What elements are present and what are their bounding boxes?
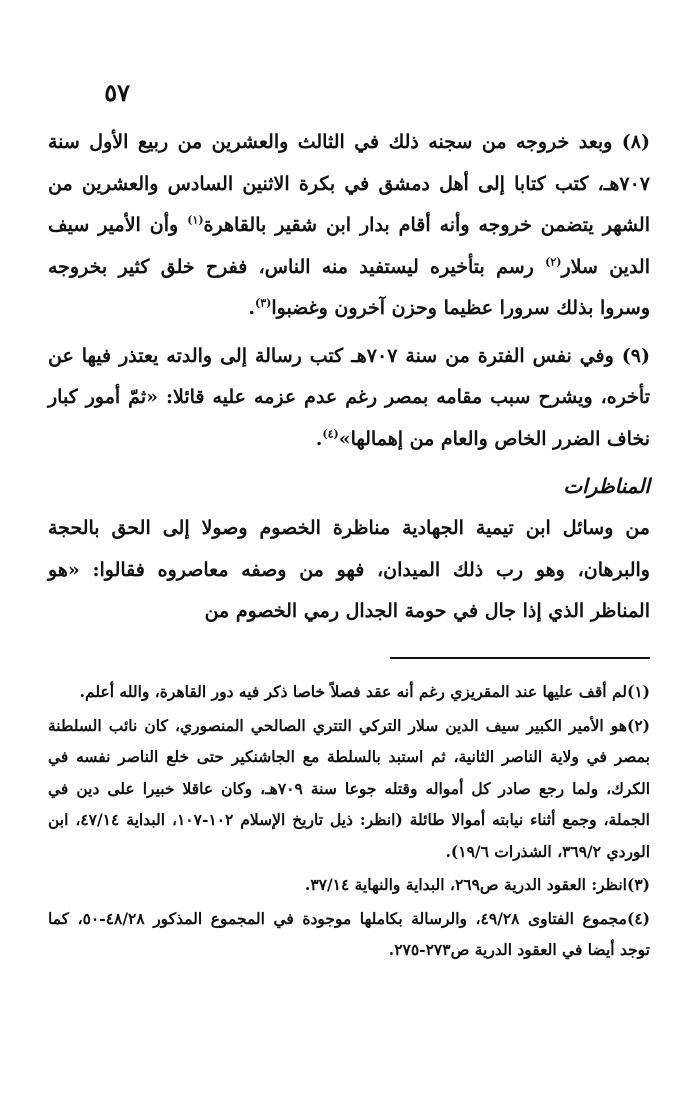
main-text [48,122,650,639]
footnote-ref-1: (١) [187,213,204,227]
paragraph-10: من وسائل ابن تيمية الجهادية مناظرة الخصوم وصولا إلى الحق بالحجة والبرهان، وهو رب ذلك الميدان، فهو من وصفه معاصروه فقالوا: «هو المناظر الذي إذا جال في حومة الجدال رمي الخصوم من [48,517,650,622]
section-heading: المناظرات [563,474,650,498]
paragraph-8-text-3: رسم بتأخيره ليستفيد منه الناس، ففرح خلق كثير بخروجه وسروا بذلك سرورا عظيما وحزن آخرون وغضبوا [48,255,650,319]
paragraph-9 [48,336,650,461]
paragraph-9-end: . [315,427,323,450]
footnote-4: (٤)مجموع الفتاوى ٤٩/٢٨، والرسالة بكاملها موجودة في المجموع المذكور ٤٨/٢٨-٥٠، كما توجد أيضا في العقود الدرية ص٢٧٣-٢٧٥. [48,908,650,959]
footnote-ref-3: (٣) [254,296,272,310]
paragraph-9-text: (٩) وفي نفس الفترة من سنة ٧٠٧هـ كتب رسالة إلى والدته يعتذر فيها عن تأخره، ويشرح سبب مقامه بمصر رغم عدم عزمه عليه قائلا: «ثمّ أمور كبار نخاف الضرر الخاص والعام من إهمالها» [48,344,650,450]
paragraph-8-end: . [248,297,255,319]
footnote-ref-4: (٤) [322,427,339,441]
footnote-ref-2: (٢) [545,255,562,269]
page-number: ٥٧ [104,78,130,107]
footnote-2: (٢)هو الأمير الكبير سيف الدين سلار التركي التتري الصالحي المنصوري، كان نائب السلطنة بمصر في ولاية الناصر الثانية، ثم استبد بالسلطة مع الجاشنكير حتى خلع الناصر نفسه في الكرك، ولما رجع صادر كل أمواله وقتله جوعا سنة ٧٠٩هـ، وكان عاقلا خبيرا على دين في الجملة، وجمع أثناء نيابته أموالا طائلة (انظر: ذيل تاريخ الإسلام ١٠٢-١٠٧، البداية ٤٧/١٤، ابن الوردي ٣٦٩/٢، الشذرات ١٩/٦). [48,715,650,861]
footnote-3: (٣)انظر: العقود الدرية ص٢٦٩، البداية والنهاية ٣٧/١٤. [304,875,650,894]
paragraph-8-text-2: وأن الأمير سيف الدين سلار [48,214,651,278]
paragraph-8-text-1: (٨) وبعد خروجه من سجنه ذلك في الثالث والعشرين من ربيع الأول سنة ٧٠٧هـ، كتب كتابا إلى أهل دمشق في بكرة الاثنين السادس والعشرين من الشهر يتضمن خروجه وأنه أقام بدار ابن شقير بالقاهرة [48,131,650,236]
paragraph-8 [48,122,650,330]
footnotes [48,676,650,968]
footnote-divider [390,657,650,659]
footnote-1: (١)لم أقف عليها عند المقريزي رغم أنه عقد فصلاً خاصا ذكر فيه دور القاهرة، والله أعلم. [79,682,650,701]
